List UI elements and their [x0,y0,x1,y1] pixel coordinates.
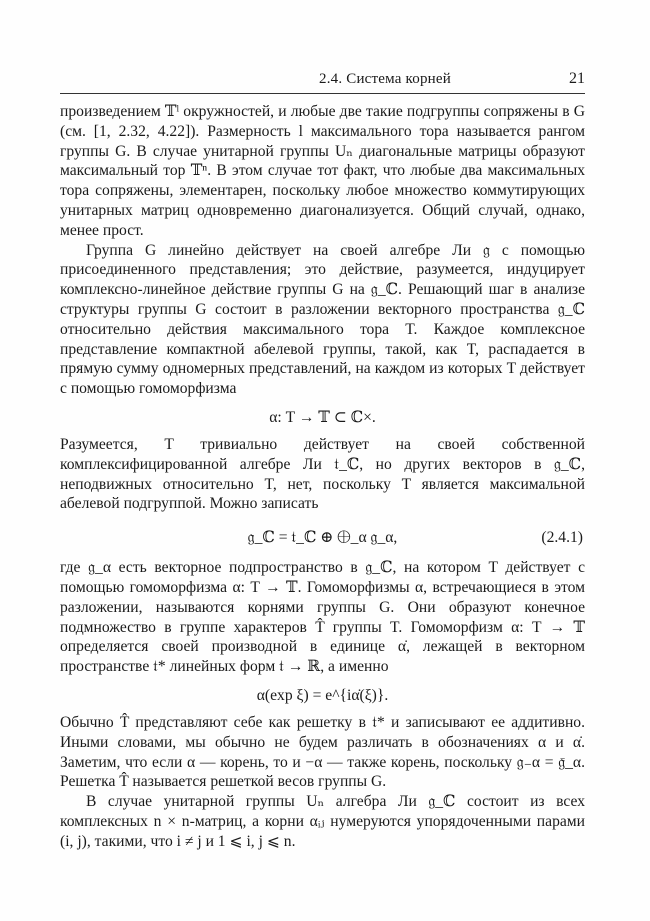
page-number: 21 [569,70,585,87]
running-header [60,70,585,88]
formula-exponential-text: α(exp ξ) = e^{iα̇(ξ)}. [256,686,389,704]
paragraph-1: произведением 𝕋ˡ окружностей, и любые две такие подгруппы сопряжены в G (см. [1, 2.32, 4.22]). Размерность l максимального тора называется рангом группы G. В случае унитарной группы Uₙ диагональные матрицы образуют максимальный тор 𝕋ⁿ. В этом случае тот факт, что любые два максимальных тора сопряжены, элементарен, поскольку любое множество коммутирующих унитарных матриц одновременно диагонализуется. Общий случай, однако, менее прост. [60,103,585,239]
equation-number: (2.4.1) [541,529,583,547]
header-rule [60,93,585,94]
paragraph-6: В случае унитарной группы Uₙ алгебра Ли 𝔤_ℂ состоит из всех комплексных n × n-матриц, а корни αᵢⱼ нумеруются упорядоченными парами (i, j), такими, что i ≠ j и 1 ⩽ i, j ⩽ n. [60,793,585,850]
formula-root-decomposition [60,523,585,553]
formula-exponential [60,684,585,708]
formula-root-decomposition-text: 𝔤_ℂ = 𝔱_ℂ ⊕ ⨁_α 𝔤_α, [247,529,398,547]
paragraph-4: где 𝔤_α есть векторное подпространство в 𝔤_ℂ, на котором T действует с помощью гомоморфизма α: T → 𝕋. Гомоморфизмы α, встречающиеся в этом разложении, называются корнями группы G. Они образуют конечное подмножество в группе характеров T̂ группы T. Гомоморфизм α: T → 𝕋 определяется своей производной в единице α̇, лежащей в векторном пространстве 𝔱* линейных форм 𝔱 → ℝ, а именно [60,559,585,676]
paragraph-3: Разумеется, T тривиально действует на своей собственной комплексифицированной алгебре Ли 𝔱_ℂ, но других векторов в 𝔤_ℂ, неподвижных относительно T, нет, поскольку T является максимальной абелевой подгруппой. Можно записать [60,435,585,513]
formula-homomorphism-text: α: T → 𝕋 ⊂ ℂ×. [269,408,376,426]
paragraph-2: Группа G линейно действует на своей алгебре Ли 𝔤 с помощью присоединенного представления; это действие, разумеется, индуцирует комплексно-линейное действие группы G на 𝔤_ℂ. Решающий шаг в анализе структуры группы G состоит в разложении векторного пространства 𝔤_ℂ относительно действия максимального тора T. Каждое комплексное представление компактной абелевой группы, такой, как T, распадается в прямую сумму одномерных представлений, на каждом из которых T действует с помощью гомоморфизма [60,241,585,398]
section-title: 2.4. Система корней [319,71,451,87]
paragraph-5: Обычно T̂ представляют себе как решетку в 𝔱* и записывают ее аддитивно. Иными словами, мы обычно не будем различать в обозначениях α и α̇. Заметим, что если α — корень, то и −α — также корень, поскольку 𝔤₋α = 𝔤̄_α. Решетка T̂ называется решеткой весов группы G. [60,713,585,791]
formula-homomorphism [60,406,585,430]
page-body [60,102,585,852]
